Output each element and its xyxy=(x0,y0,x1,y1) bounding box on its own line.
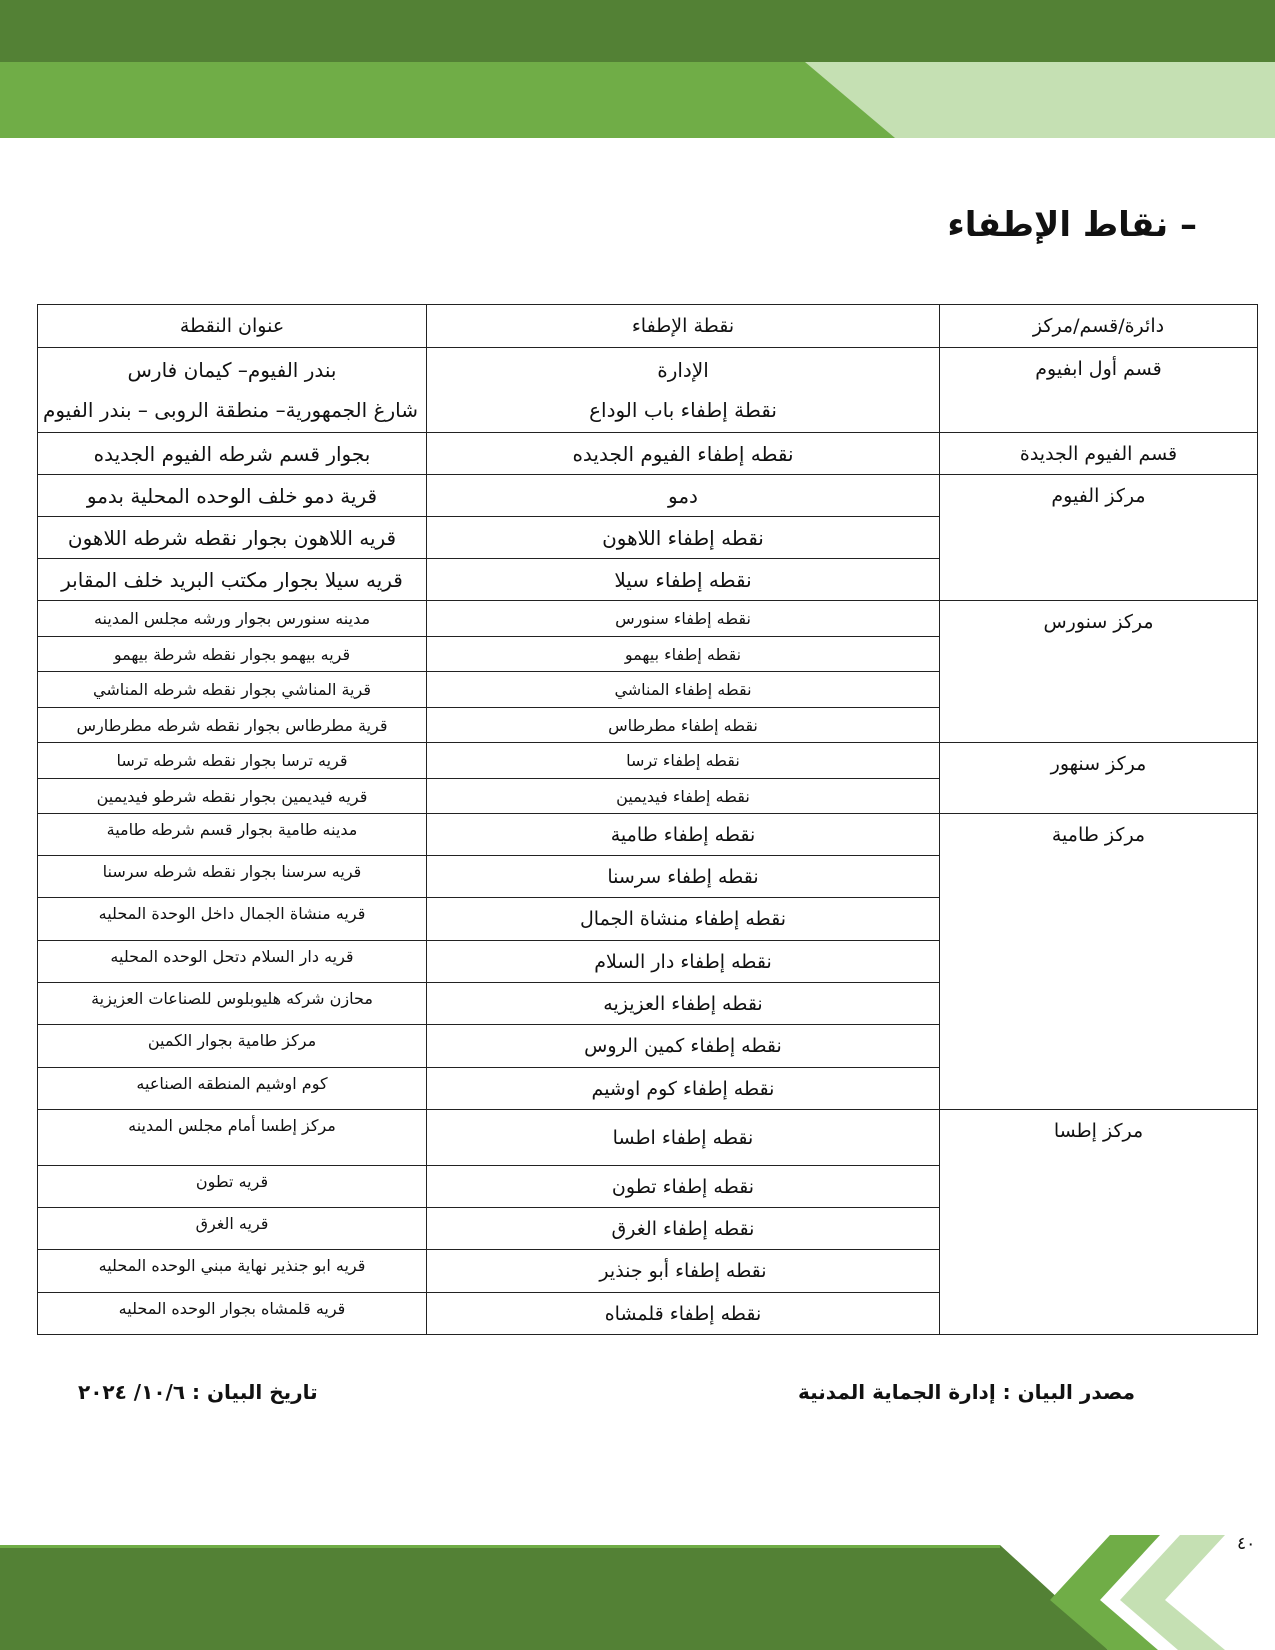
point-cell: نقطه إطفاء كوم اوشيم xyxy=(427,1068,940,1110)
district-cell: قسم الفيوم الجديدة xyxy=(940,433,1258,475)
address-cell: قريه منشاة الجمال داخل الوحدة المحليه xyxy=(38,898,427,941)
point-cell: نقطه إطفاء كمين الروس xyxy=(427,1025,940,1068)
point-cell: نقطه إطفاء الفيوم الجديده xyxy=(427,433,940,475)
data-source: مصدر البيان : إدارة الجماية المدنية xyxy=(797,1380,1135,1404)
address-cell: محازن شركه هليوبلوس للصناعات العزيزية xyxy=(38,983,427,1025)
point-cell xyxy=(427,348,940,433)
address-cell: قريه تطون xyxy=(38,1166,427,1208)
point-cell: نقطه إطفاء طامية xyxy=(427,814,940,856)
footer-banner xyxy=(0,1535,1275,1650)
address-cell xyxy=(38,348,427,433)
data-date: تاريخ البيان : ١٠/٦/ ٢٠٢٤ xyxy=(78,1380,318,1404)
address-cell: قريه سيلا بجوار مكتب البريد خلف المقابر xyxy=(38,559,427,601)
address-line: بندر الفيوم– كيمان فارس xyxy=(127,358,337,382)
address-cell: كوم اوشيم المنطقه الصناعيه xyxy=(38,1068,427,1110)
address-cell: قريه دار السلام دتحل الوحده المحليه xyxy=(38,941,427,983)
point-cell: نقطه إطفاء اطسا xyxy=(427,1110,940,1166)
address-cell: قريه ترسا بجوار نقطه شرطه ترسا xyxy=(38,743,427,779)
address-line: شارغ الجمهورية– منطقة الروبى – بندر الفيوم xyxy=(42,398,418,422)
address-cell: قرية المناشي بجوار نقطه شرطه المناشي xyxy=(38,672,427,708)
header-point: نقطة الإطفاء xyxy=(427,305,940,348)
page-number: ٤٠ xyxy=(1237,1534,1256,1554)
district-cell: قسم أول ابفيوم xyxy=(940,348,1258,433)
header-banner xyxy=(0,0,1275,140)
table-header-row xyxy=(38,305,1258,348)
district-cell: مركز طامية xyxy=(940,814,1258,1110)
address-cell: قرية دمو خلف الوحده المحلية بدمو xyxy=(38,475,427,517)
table-row xyxy=(38,433,1258,475)
point-cell: نقطه إطفاء اللاهون xyxy=(427,517,940,559)
point-cell: نقطه إطفاء فيديمين xyxy=(427,779,940,814)
district-cell: مركز إطسا xyxy=(940,1110,1258,1335)
point-cell: نقطه إطفاء العزيزيه xyxy=(427,983,940,1025)
header-district: دائرة/قسم/مركز xyxy=(940,305,1258,348)
header-address: عنوان النقطة xyxy=(38,305,427,348)
point-cell: نقطه إطفاء منشاة الجمال xyxy=(427,898,940,941)
point-cell: نقطه إطفاء مطرطاس xyxy=(427,708,940,743)
table-row xyxy=(38,743,1258,779)
address-cell: قرية مطرطاس بجوار نقطه شرطه مطرطارس xyxy=(38,708,427,743)
point-cell: نقطه إطفاء المناشي xyxy=(427,672,940,708)
address-cell: مدينه طامية بجوار قسم شرطه طامية xyxy=(38,814,427,856)
point-cell: نقطه إطفاء ترسا xyxy=(427,743,940,779)
address-cell: قريه فيديمين بجوار نقطه شرطو فيديمين xyxy=(38,779,427,814)
address-cell: مركز إطسا أمام مجلس المدينه xyxy=(38,1110,427,1166)
table-row xyxy=(38,348,1258,433)
point-cell: نقطه إطفاء الغرق xyxy=(427,1208,940,1250)
district-cell: مركز الفيوم xyxy=(940,475,1258,601)
header-dark-stripe xyxy=(0,0,1275,62)
point-cell: نقطه إطفاء قلمشاه xyxy=(427,1293,940,1335)
point-cell: دمو xyxy=(427,475,940,517)
district-cell: مركز سنورس xyxy=(940,601,1258,743)
address-cell: قريه الغرق xyxy=(38,1208,427,1250)
address-cell: قريه بيهمو بجوار نقطه شرطة بيهمو xyxy=(38,637,427,672)
address-cell: قريه اللاهون بجوار نقطه شرطه اللاهون xyxy=(38,517,427,559)
table-row xyxy=(38,475,1258,517)
point-cell: نقطه إطفاء سيلا xyxy=(427,559,940,601)
point-cell: نقطه إطفاء بيهمو xyxy=(427,637,940,672)
point-cell: نقطه إطفاء سنورس xyxy=(427,601,940,637)
page-title: – نقاط الإطفاء xyxy=(947,205,1197,245)
address-cell: قريه ابو جنذير نهاية مبني الوحده المحليه xyxy=(38,1250,427,1293)
district-cell: مركز سنهور xyxy=(940,743,1258,814)
point-cell: نقطه إطفاء دار السلام xyxy=(427,941,940,983)
table-row xyxy=(38,601,1258,637)
point-cell: نقطه إطفاء سرسنا xyxy=(427,856,940,898)
table-row xyxy=(38,1110,1258,1166)
address-cell: مركز طامية بجوار الكمين xyxy=(38,1025,427,1068)
address-cell: بجوار قسم شرطه الفيوم الجديده xyxy=(38,433,427,475)
extinguishing-points-table xyxy=(37,304,1258,1335)
address-cell: مدينه سنورس بجوار ورشه مجلس المدينه xyxy=(38,601,427,637)
point-cell: نقطه إطفاء تطون xyxy=(427,1166,940,1208)
footer-dark-block xyxy=(0,1545,1108,1650)
address-cell: قريه سرسنا بجوار نقطه شرطه سرسنا xyxy=(38,856,427,898)
table-row xyxy=(38,814,1258,856)
point-line: نقطة إطفاء باب الوداع xyxy=(589,398,777,422)
point-line: الإدارة xyxy=(657,358,709,382)
address-cell: قريه قلمشاه بجوار الوحده المحليه xyxy=(38,1293,427,1335)
point-cell: نقطه إطفاء أبو جنذير xyxy=(427,1250,940,1293)
footer-top-line xyxy=(0,1545,1000,1548)
